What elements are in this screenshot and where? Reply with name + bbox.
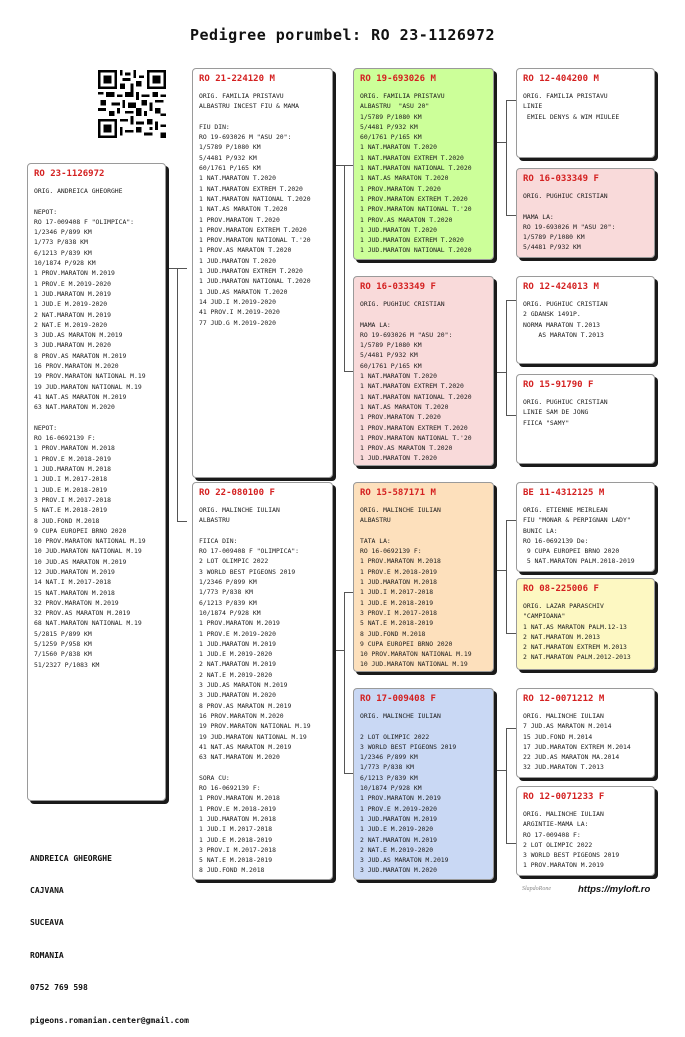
pedigree-line: 3 PROV.I M.2017-2018 [34,495,111,504]
pedigree-line: 10/1874 P/928 KM [34,259,96,268]
pedigree-line: 51/2327 P/1083 KM [34,660,100,669]
pedigree-line: 3 JUD.AS MARATON M.2019 [34,331,123,340]
pedigree-line: 1 JUD.MARATON EXTREM T.2020 [360,236,464,245]
connector [335,650,344,652]
pedigree-line: 9 CUPA EUROPEI BRNO 2020 [523,547,620,556]
pedigree-line: 1 PROV.MARATON M.2019 [523,861,604,870]
pedigree-line: 1 JUD.MARATON M.2019 [360,814,437,823]
pedigree-line: 10/1874 P/928 KM [199,608,261,617]
sire-dam-card[interactable] [353,276,494,466]
dam-sire-dam-card[interactable] [516,578,655,670]
pedigree-line: 1 NAT.MARATON T.2020 [360,372,437,381]
sire-dam-dam-card[interactable] [516,374,655,464]
ring-number: RO 17-009408 F [360,694,436,704]
pedigree-notes [199,91,332,328]
pedigree-line: 5 NAT.E M.2018-2019 [360,619,434,628]
pedigree-line: 1 PROV.MARATON EXTREM T.2020 [360,423,468,432]
pedigree-line: 1 PROV.MARATON NATIONAL T.'20 [360,433,472,442]
sire-sire-dam-card[interactable] [516,168,655,258]
pedigree-line: 19 JUD.MARATON NATIONAL M.19 [199,732,307,741]
pedigree-line: 12 JUD.MARATON M.2019 [34,567,115,576]
pedigree-line: ORIG. ANDREICA GHEORGHE [34,187,123,195]
pedigree-line: 3 WORLD BEST PIGEONS 2019 [523,851,620,860]
pedigree-line: 5/4481 P/932 KM [360,351,418,360]
connector [177,268,187,522]
pedigree-line: 1 PROV.E M.2018-2019 [199,804,276,813]
dam-dam-sire-card[interactable] [516,688,655,778]
pedigree-line: 1 NAT.MARATON NATIONAL T.2020 [360,392,472,401]
pedigree-line: 6/1213 P/839 KM [360,773,418,782]
pedigree-line: 7 JUD.AS MARATON M.2014 [523,722,612,731]
pedigree-notes [199,505,332,876]
pedigree-line: 5 NAT.E M.2018-2019 [34,506,108,515]
pedigree-line: ORIG. FAMILIA PRISTAVU [199,92,284,100]
pedigree-line [34,196,165,206]
pedigree-notes [34,186,165,670]
pedigree-line: 2 NAT.MARATON M.2013 [523,632,600,641]
pedigree-line: 41 PROV.I M.2019-2020 [199,308,280,317]
pedigree-line: 1 PROV.E M.2019-2020 [34,279,111,288]
pedigree-line: 1 NAT.MARATON NATIONAL T.2020 [360,164,472,173]
pedigree-line: 3 WORLD BEST PIGEONS 2019 [199,567,296,576]
pedigree-line: 60/1761 P/165 KM [360,133,422,142]
pedigree-line: 8 JUD.FOND M.2018 [360,629,426,638]
pedigree-line: 1 PROV.MARATON M.2019 [360,794,441,803]
pedigree-notes [523,397,654,428]
pedigree-line: 1 JUD.MARATON M.2019 [34,289,111,298]
ring-number: RO 12-0071233 F [523,792,605,802]
pedigree-line: 41 NAT.AS MARATON M.2019 [199,742,292,751]
pedigree-line: RO 19-693026 M "ASU 20": [199,133,292,142]
pedigree-line: 2 LOT OLIMPIC 2022 [199,557,269,566]
pedigree-line: 8 JUD.FOND M.2018 [34,516,100,525]
owner-info [30,832,189,1037]
pedigree-line: 1 NAT.MARATON NATIONAL T.2020 [199,194,311,203]
ring-number: RO 15-587171 M [360,488,436,498]
pedigree-line: 32 PROV.AS MARATON M.2019 [34,609,131,618]
ring-number: RO 19-693026 M [360,74,436,84]
pedigree-line: 63 NAT.MARATON M.2020 [199,753,280,762]
pedigree-line: 2 LOT OLIMPIC 2022 [360,732,430,741]
pedigree-line: 2 NAT.MARATON PALM.2012-2013 [523,653,631,662]
pedigree-line: SORA CU: [199,773,230,782]
pedigree-notes [360,91,493,256]
ring-number: RO 16-033349 F [523,174,599,184]
pedigree-notes [523,299,654,340]
pedigree-line: 1 JUD.E M.2019-2020 [360,825,434,834]
pedigree-line: ORIG. PUGHIUC CRISTIAN [523,192,608,200]
pedigree-line: MAMA LA: [360,320,391,329]
pedigree-line: 60/1761 P/165 KM [360,361,422,370]
pedigree-line: 1 PROV.MARATON NATIONAL T.'20 [199,236,311,245]
pedigree-line: 1 PROV.MARATON EXTREM T.2020 [199,225,307,234]
pedigree-line: 1 PROV.MARATON M.2019 [199,619,280,628]
connector [168,268,177,270]
pedigree-line: 1 PROV.MARATON M.2019 [34,269,115,278]
page-title: Pedigree porumbel: RO 23-1126972 [190,26,495,44]
ring-number: RO 08-225006 F [523,584,599,594]
pedigree-line: NEPOT: [34,207,58,216]
pedigree-line: ORIG. MALINCHE IULIAN [523,712,604,720]
pedigree-line: 15 JUD.FOND M.2014 [523,732,593,741]
pedigree-line: 10 PROV.MARATON NATIONAL M.19 [360,650,472,659]
pedigree-line: 5 NAT.MARATON PALM.2018-2019 [523,557,635,566]
pedigree-line: 2 NAT.E M.2019-2020 [34,320,108,329]
pedigree-line: 10 JUD.AS MARATON M.2019 [34,557,127,566]
pedigree-line: 1 JUD.MARATON M.2019 [199,639,276,648]
pedigree-line: 6/1213 P/839 KM [34,248,92,257]
pedigree-line: 8 PROV.AS MARATON M.2019 [34,351,127,360]
pedigree-line: 1 NAT.AS MARATON T.2020 [360,174,449,183]
ring-number: RO 22-080100 F [199,488,275,498]
pedigree-line: ORIG. MALINCHE IULIAN [523,810,604,818]
pedigree-line: 1 NAT.MARATON T.2020 [360,143,437,152]
pedigree-line: 1/773 P/838 KM [34,238,88,247]
pedigree-line: RO 19-693026 M "ASU 20": [523,222,616,231]
connector [496,570,506,572]
pedigree-line [523,201,654,211]
owner-county: SUCEAVA [30,918,64,928]
sire-sire-sire-card[interactable] [516,68,655,158]
pedigree-line: ALBASTRU [360,516,391,525]
pedigree-line: 32 JUD.MARATON T.2013 [523,763,604,772]
ring-number: RO 23-1126972 [34,169,105,179]
pedigree-line: 7/1560 P/838 KM [34,650,92,659]
pedigree-line: 1 NAT.MARATON EXTREM T.2020 [199,184,303,193]
pedigree-line: 1 JUD.E M.2019-2020 [199,650,273,659]
pedigree-line: 3 JUD.AS MARATON M.2019 [360,856,449,865]
pedigree-line: 2 NAT.MARATON M.2019 [199,660,276,669]
dam-card[interactable] [192,482,333,880]
pedigree-line: 1 JUD.MARATON EXTREM T.2020 [199,267,303,276]
website-link[interactable]: https://myloft.ro [578,884,651,895]
pedigree-line: 32 PROV.MARATON M.2019 [34,598,119,607]
pedigree-line: RO 16-0692139 De: [523,536,589,545]
pedigree-line: 1 NAT.AS MARATON T.2020 [360,402,449,411]
pedigree-line: "CAMPIOANA" [523,612,566,621]
pedigree-line: 17 JUD.MARATON EXTREM M.2014 [523,742,631,751]
pedigree-line: 1/773 P/838 KM [199,588,253,597]
pedigree-line: 3 JUD.MARATON M.2020 [360,866,437,875]
connector [335,165,344,167]
pedigree-line: 1 JUD.MARATON NATIONAL T.2020 [360,246,472,255]
pedigree-line: BUNIC LA: [523,526,558,535]
subject-pigeon-card[interactable] [27,163,166,801]
pedigree-line: 1/5789 P/1080 KM [360,112,422,121]
owner-phone: 0752 769 598 [30,983,88,993]
pedigree-line: 8 PROV.AS MARATON M.2019 [199,701,292,710]
ring-number: RO 16-033349 F [360,282,436,292]
pedigree-line: 5/1259 P/958 KM [34,640,92,649]
pedigree-line: ALBASTRU INCEST FIU & MAMA [199,102,300,111]
pedigree-line: RO 16-0692139 F: [360,547,422,556]
pedigree-line: ORIG. MALINCHE IULIAN [360,506,441,514]
pedigree-notes [523,91,654,122]
pedigree-notes [523,191,654,253]
pedigree-line: 19 PROV.MARATON NATIONAL M.19 [199,722,311,731]
pedigree-line: 15 NAT.MARATON M.2018 [34,588,115,597]
pedigree-line: 5/4481 P/932 KM [199,153,257,162]
pedigree-line: 1 PROV.E M.2019-2020 [199,629,276,638]
dam-dam-card[interactable] [353,688,494,880]
pedigree-line: RO 17-009408 F "OLIMPICA": [34,217,135,226]
pedigree-line: 1 JUD.MARATON M.2018 [199,814,276,823]
owner-email[interactable]: pigeons.romanian.center@gmail.com [30,1015,189,1025]
pedigree-line: ORIG. MALINCHE IULIAN [199,506,280,514]
pedigree-line: 1 PROV.MARATON T.2020 [360,184,441,193]
pedigree-line: 10 PROV.MARATON NATIONAL M.19 [34,537,146,546]
pedigree-line: 14 JUD.I M.2019-2020 [199,297,276,306]
pedigree-line: 1/2346 P/899 KM [199,578,257,587]
connector [496,142,506,144]
pedigree-line: RO 16-0692139 F: [34,434,96,443]
pedigree-line: 5/4481 P/932 KM [523,243,581,252]
pedigree-line: 3 JUD.MARATON M.2020 [199,691,276,700]
pedigree-line: 1 PROV.AS MARATON T.2020 [199,246,292,255]
pedigree-line: 1 JUD.I M.2017-2018 [360,588,434,597]
pedigree-line: ORIG. PUGHIUC CRISTIAN [523,398,608,406]
pedigree-line: 9 CUPA EUROPEI BRNO 2020 [360,639,453,648]
pedigree-line: 5/4481 P/932 KM [360,122,418,131]
pedigree-line: 2 LOT OLIMPIC 2022 [523,840,593,849]
pedigree-line: 1 PROV.MARATON NATIONAL T.'20 [360,205,472,214]
pedigree-line: 10 JUD.MARATON NATIONAL M.19 [360,660,468,669]
pedigree-line: 41 NAT.AS MARATON M.2019 [34,392,127,401]
pedigree-line: FIICA "SAMY" [523,418,570,427]
pedigree-line [360,309,493,319]
pedigree-line [360,526,493,536]
pedigree-line: RO 17-009408 F: [523,830,581,839]
pedigree-line: 77 JUD.G M.2019-2020 [199,318,276,327]
pedigree-line: 1/773 P/838 KM [360,763,414,772]
pedigree-notes [523,809,654,871]
pedigree-line: TATA LA: [360,536,391,545]
pedigree-notes [523,601,654,663]
pedigree-line: 1 PROV.MARATON M.2018 [199,794,280,803]
pedigree-line: AS MARATON T.2013 [523,330,604,339]
pedigree-line: 19 JUD.MARATON NATIONAL M.19 [34,382,142,391]
pedigree-line: 1 JUD.MARATON T.2020 [360,454,437,463]
pedigree-notes [360,711,493,876]
pedigree-line: ORIG. PUGHIUC CRISTIAN [523,300,608,308]
pedigree-line: 2 NAT.MARATON EXTREM M.2013 [523,643,627,652]
pedigree-line: 1 JUD.MARATON NATIONAL T.2020 [199,277,311,286]
pedigree-line: 1 JUD.I M.2017-2018 [199,825,273,834]
pedigree-line: 1 JUD.MARATON M.2018 [360,578,437,587]
pedigree-line: 1 PROV.AS MARATON T.2020 [360,215,453,224]
pedigree-line: NORMA MARATON T.2013 [523,320,600,329]
pedigree-line: 68 NAT.MARATON NATIONAL M.19 [34,619,142,628]
ring-number: RO 12-424013 M [523,282,599,292]
pedigree-line: 22 JUD.AS MARATON MA.2014 [523,753,620,762]
pedigree-line: 1 NAT.MARATON T.2020 [199,174,276,183]
pedigree-line: RO 16-0692139 F: [199,784,261,793]
pedigree-line [34,413,165,423]
ring-number: RO 12-0071212 M [523,694,605,704]
pedigree-line [199,762,332,772]
pedigree-line: 3 PROV.I M.2017-2018 [360,608,437,617]
pedigree-line: 16 PROV.MARATON M.2020 [34,362,119,371]
pedigree-line: NEPOT: [34,423,58,432]
pedigree-line: 1/5789 P/1080 KM [523,233,585,242]
pedigree-line: ORIG. PUGHIUC CRISTIAN [360,300,445,308]
pedigree-line: 1 JUD.MARATON T.2020 [199,256,276,265]
pedigree-line: ORIG. FAMILIA PRISTAVU [523,92,608,100]
connector [496,372,506,374]
pedigree-line [360,721,493,731]
pedigree-line [199,526,332,536]
owner-name: ANDREICA GHEORGHE [30,853,112,863]
pedigree-line: 1/5789 P/1080 KM [199,143,261,152]
pedigree-line: LINIE SAM DE JONG [523,408,589,417]
signature: SlapdoRone [522,886,551,892]
pedigree-line: 2 NAT.MARATON M.2019 [34,310,111,319]
pedigree-notes [360,505,493,670]
pedigree-line: 2 GDANSK 1491P. [523,310,581,319]
pedigree-line: 1 PROV.MARATON M.2018 [34,444,115,453]
pedigree-line: 16 PROV.MARATON M.2020 [199,711,284,720]
pedigree-line: MAMA LA: [523,212,554,221]
pedigree-line: ORIG. MALINCHE IULIAN [360,712,441,720]
pedigree-line: 1 NAT.AS MARATON T.2020 [199,205,288,214]
pedigree-line: 8 JUD.FOND M.2018 [199,866,265,875]
pedigree-line: 1 PROV.E M.2018-2019 [360,567,437,576]
pedigree-line: 1 NAT.MARATON EXTREM T.2020 [360,382,464,391]
pedigree-line: 2 NAT.E M.2019-2020 [199,670,273,679]
pedigree-line: 1 JUD.MARATON T.2020 [360,225,437,234]
pedigree-line: 3 JUD.AS MARATON M.2019 [199,681,288,690]
pedigree-line: 19 PROV.MARATON NATIONAL M.19 [34,372,146,381]
pedigree-line: EMIEL DENYS & WIM MIULEE [523,112,620,121]
pedigree-line: 63 NAT.MARATON M.2020 [34,403,115,412]
pedigree-line: FIICA DIN: [199,536,238,545]
pedigree-line: 5 NAT.E M.2018-2019 [199,856,273,865]
pedigree-line: ALBASTRU [199,516,230,525]
sire-card[interactable] [192,68,333,478]
ring-number: RO 21-224120 M [199,74,275,84]
pedigree-line: ORIG. FAMILIA PRISTAVU [360,92,445,100]
pedigree-line: FIU DIN: [199,122,230,131]
pedigree-line [199,112,332,122]
sire-dam-sire-card[interactable] [516,276,655,364]
pedigree-line: 3 WORLD BEST PIGEONS 2019 [360,742,457,751]
owner-country: ROMANIA [30,950,64,960]
pedigree-line: 1 PROV.E M.2019-2020 [360,804,437,813]
pedigree-line: RO 17-009408 F "OLIMPICA": [199,547,300,556]
ring-number: RO 12-404200 M [523,74,599,84]
pedigree-line: 1/2346 P/899 KM [34,228,92,237]
pedigree-line: 1 JUD.E M.2018-2019 [34,485,108,494]
pedigree-line: 10/1874 P/928 KM [360,784,422,793]
dam-sire-sire-card[interactable] [516,482,655,572]
pedigree-notes [360,299,493,464]
pedigree-line: ARGINTIE-MAMA LA: [523,820,589,829]
dam-dam-dam-card[interactable] [516,786,655,876]
pedigree-line: 60/1761 P/165 KM [199,164,261,173]
pedigree-line: 1 PROV.AS MARATON T.2020 [360,444,453,453]
pedigree-line: 14 NAT.I M.2017-2018 [34,578,111,587]
pedigree-line: 1/5789 P/1080 KM [360,341,422,350]
pedigree-line: 1 PROV.MARATON M.2018 [360,557,441,566]
pedigree-line: 1 JUD.E M.2018-2019 [199,835,273,844]
pedigree-line: 10 JUD.MARATON NATIONAL M.19 [34,547,142,556]
pedigree-line: LINIE [523,102,543,111]
pedigree-line: 1 JUD.AS MARATON T.2020 [199,287,288,296]
pedigree-line: 1 PROV.E M.2018-2019 [34,454,111,463]
pedigree-line: 1 JUD.E M.2019-2020 [34,300,108,309]
pedigree-notes [523,711,654,773]
sire-sire-card[interactable] [353,68,494,260]
pedigree-line: 1 PROV.MARATON T.2020 [199,215,280,224]
ring-number: BE 11-4312125 M [523,488,605,498]
ring-number: RO 15-91790 F [523,380,594,390]
pedigree-line: RO 19-693026 M "ASU 20": [360,330,453,339]
owner-town: CAJVANA [30,885,64,895]
pedigree-line: ALBASTRU "ASU 20" [360,102,430,111]
pedigree-line: 1 JUD.E M.2018-2019 [360,598,434,607]
pedigree-line: 6/1213 P/839 KM [199,598,257,607]
pedigree-line: 3 JUD.MARATON M.2020 [34,341,111,350]
pedigree-line: 1 NAT.AS MARATON PALM.12-13 [523,622,627,631]
pedigree-line: ORIG. LAZAR PARASCHIV [523,602,604,610]
pedigree-line: FIU "MONAR & PERPIGNAN LADY" [523,516,631,525]
pedigree-line: 1/2346 P/899 KM [360,753,418,762]
pedigree-line: 1 JUD.MARATON M.2018 [34,465,111,474]
pedigree-line: 1 JUD.I M.2017-2018 [34,475,108,484]
connector [496,770,506,772]
dam-sire-card[interactable] [353,482,494,672]
pedigree-line: ORIG. ETIENNE MEIRLEAN [523,506,608,514]
pedigree-line: 5/2815 P/899 KM [34,629,92,638]
qr-code[interactable] [98,70,166,138]
pedigree-line: 1 PROV.MARATON T.2020 [360,413,441,422]
pedigree-line: 1 NAT.MARATON EXTREM T.2020 [360,153,464,162]
pedigree-line: 2 NAT.E M.2019-2020 [360,845,434,854]
pedigree-line: 2 NAT.MARATON M.2019 [360,835,437,844]
pedigree-line: 9 CUPA EUROPEI BRNO 2020 [34,526,127,535]
pedigree-notes [523,505,654,567]
pedigree-line: 3 PROV.I M.2017-2018 [199,845,276,854]
pedigree-line: 1 PROV.MARATON EXTREM T.2020 [360,194,468,203]
